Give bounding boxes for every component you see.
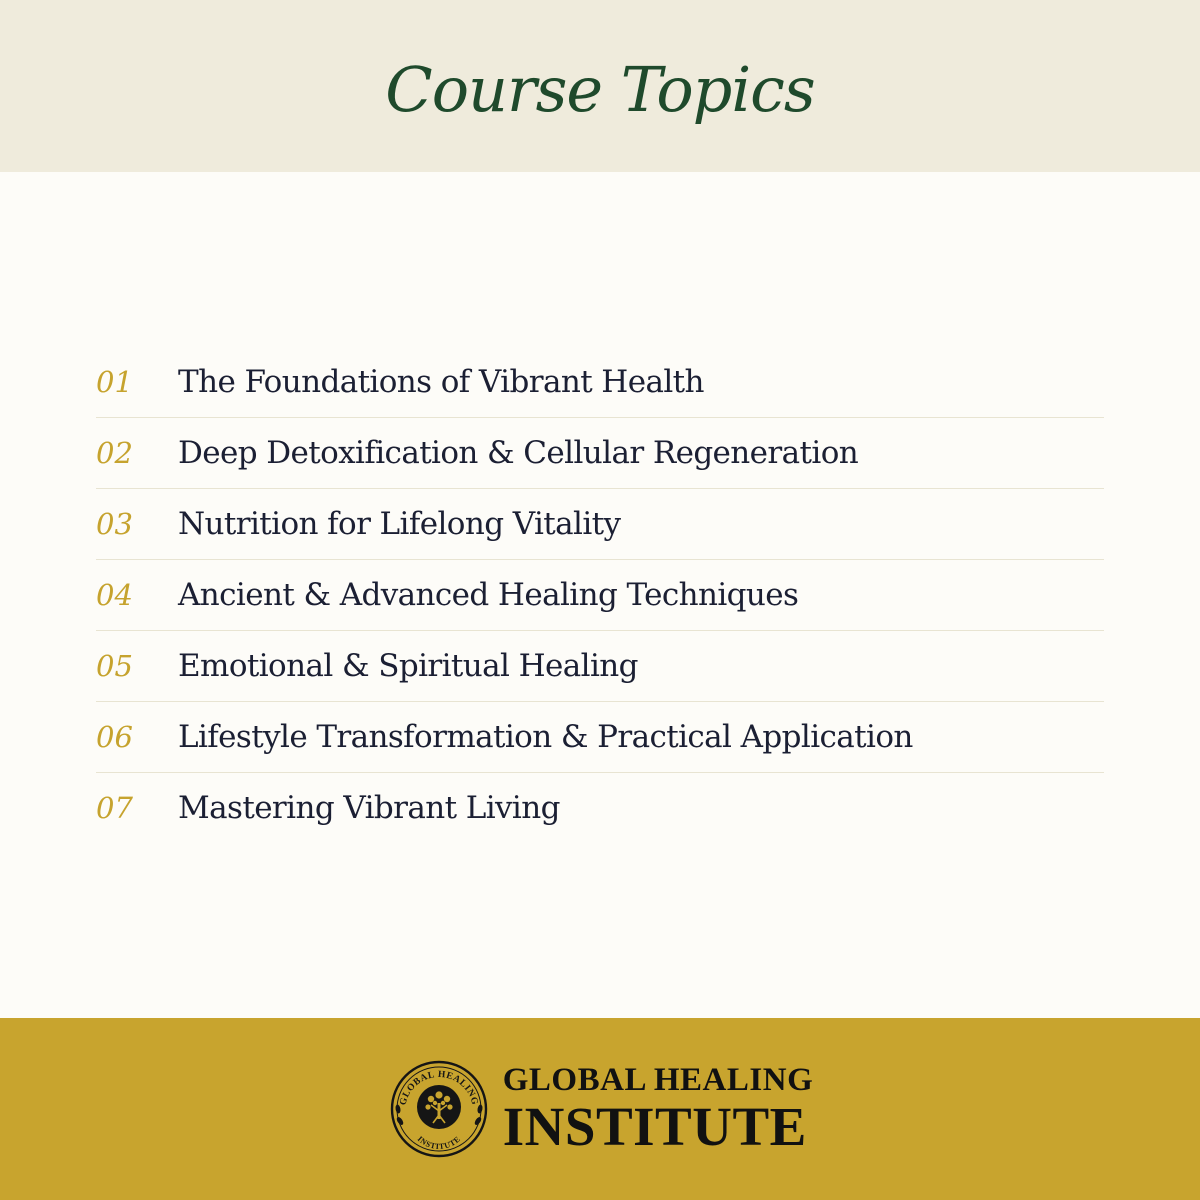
topic-number: 02 bbox=[96, 436, 133, 470]
topic-item bbox=[96, 560, 1104, 631]
topic-title: Lifestyle Transformation & Practical Application bbox=[178, 719, 913, 755]
brand-name-line1: GLOBAL HEALING bbox=[502, 1062, 814, 1098]
topic-title: Nutrition for Lifelong Vitality bbox=[178, 506, 621, 542]
topic-item bbox=[96, 418, 1104, 489]
topic-title: Ancient & Advanced Healing Techniques bbox=[178, 577, 799, 613]
topic-number: 06 bbox=[96, 720, 133, 754]
topic-item bbox=[96, 489, 1104, 560]
topic-title: The Foundations of Vibrant Health bbox=[178, 364, 704, 400]
topic-title: Deep Detoxification & Cellular Regeneration bbox=[178, 435, 859, 471]
svg-text:GLOBAL HEALING: GLOBAL HEALING bbox=[398, 1069, 480, 1107]
topic-number: 01 bbox=[96, 365, 133, 399]
svg-text:INSTITUTE: INSTITUTE bbox=[415, 1134, 463, 1152]
page-title: Course Topics bbox=[385, 52, 815, 126]
topic-number: 04 bbox=[96, 578, 133, 612]
brand-logo bbox=[387, 1057, 814, 1161]
brand-name-line2: INSTITUTE bbox=[502, 1096, 807, 1157]
topic-list bbox=[96, 347, 1104, 843]
topic-number: 05 bbox=[96, 649, 133, 683]
header-banner bbox=[0, 0, 1200, 172]
topic-item bbox=[96, 631, 1104, 702]
tree-of-life-seal-icon bbox=[387, 1057, 491, 1161]
topic-number: 03 bbox=[96, 507, 133, 541]
footer-banner bbox=[0, 1018, 1200, 1200]
topic-item bbox=[96, 702, 1104, 773]
brand-wordmark bbox=[502, 1062, 814, 1157]
topic-title: Emotional & Spiritual Healing bbox=[178, 648, 638, 684]
topic-title: Mastering Vibrant Living bbox=[178, 790, 560, 826]
topic-number: 07 bbox=[96, 791, 133, 825]
topic-item bbox=[96, 347, 1104, 418]
topic-item bbox=[96, 773, 1104, 843]
